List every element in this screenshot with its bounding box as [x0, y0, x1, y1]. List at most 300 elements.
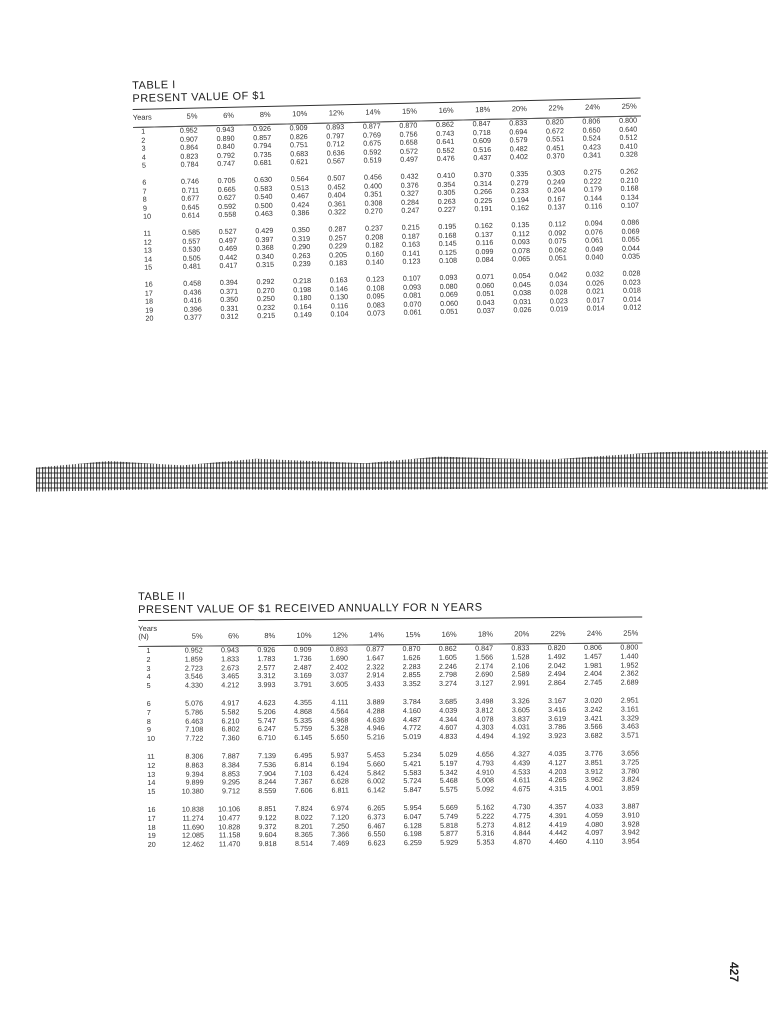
- value-cell: 2.673: [221, 662, 240, 673]
- value-cell: 0.820: [547, 643, 566, 653]
- value-cell: 0.263: [437, 196, 456, 206]
- year-cell: 3: [146, 663, 151, 673]
- value-cell: 0.361: [327, 198, 347, 209]
- value-cell: 5.724: [403, 776, 422, 786]
- value-cell: 0.551: [546, 134, 565, 144]
- value-cell: 0.943: [216, 124, 235, 135]
- value-cell: 4.110: [585, 836, 604, 847]
- value-cell: 0.609: [472, 136, 492, 146]
- value-cell: 0.180: [293, 293, 312, 303]
- value-cell: 0.250: [256, 293, 275, 304]
- value-cell: 3.416: [548, 704, 567, 714]
- value-cell: 4.675: [512, 784, 531, 794]
- value-cell: 4.160: [402, 705, 421, 715]
- table-1-title: PRESENT VALUE OF $1: [132, 89, 266, 105]
- value-cell: 0.423: [582, 142, 602, 152]
- value-cell: 0.060: [439, 298, 459, 308]
- value-cell: 9.295: [221, 777, 240, 787]
- value-cell: 0.123: [402, 256, 421, 267]
- value-cell: 0.123: [366, 274, 385, 284]
- value-cell: 3.433: [366, 679, 385, 689]
- value-cell: 0.862: [438, 643, 457, 653]
- value-cell: 0.675: [363, 138, 382, 148]
- table-1-label: TABLE I: [132, 79, 176, 92]
- value-cell: 0.394: [219, 277, 238, 287]
- value-cell: 0.284: [401, 197, 420, 207]
- year-cell: 2: [141, 135, 146, 145]
- value-cell: 0.952: [184, 645, 203, 655]
- value-cell: 3.912: [584, 766, 603, 776]
- value-cell: 3.910: [621, 810, 640, 820]
- value-cell: 0.579: [509, 135, 528, 145]
- value-cell: 0.094: [584, 218, 603, 228]
- value-cell: 0.952: [179, 125, 198, 135]
- value-cell: 5.453: [366, 750, 385, 760]
- value-cell: 9.394: [185, 769, 204, 779]
- value-cell: 5.669: [439, 802, 458, 812]
- value-cell: 3.923: [548, 731, 567, 741]
- value-cell: 0.130: [329, 292, 349, 302]
- value-cell: 0.116: [475, 237, 494, 248]
- value-cell: 0.400: [364, 180, 383, 191]
- value-cell: 0.482: [509, 143, 528, 154]
- value-cell: 0.833: [511, 643, 530, 653]
- value-cell: 0.429: [255, 225, 274, 236]
- value-cell: 0.060: [476, 280, 495, 290]
- value-cell: 1.981: [584, 660, 603, 670]
- rate-header: 5%: [170, 621, 206, 647]
- value-cell: 0.198: [293, 284, 312, 294]
- value-cell: 0.081: [403, 290, 422, 300]
- value-cell: 0.021: [586, 286, 605, 296]
- value-cell: 0.513: [290, 182, 310, 192]
- value-cell: 4.315: [548, 784, 567, 794]
- value-cell: 0.061: [584, 235, 604, 245]
- value-cell: 0.512: [619, 132, 638, 143]
- value-cell: 0.354: [437, 179, 456, 189]
- value-cell: 9.712: [221, 786, 241, 796]
- value-cell: 0.847: [472, 118, 491, 129]
- value-cell: 6.814: [294, 759, 313, 769]
- value-cell: 8.384: [221, 760, 240, 770]
- value-cell: 2.404: [584, 669, 603, 679]
- value-cell: 2.689: [620, 677, 639, 687]
- years-header: Years (N): [138, 621, 170, 647]
- value-cell: 0.162: [510, 203, 530, 213]
- value-cell: 6.811: [331, 785, 349, 795]
- value-cell: 0.262: [620, 166, 639, 176]
- value-cell: 0.070: [403, 299, 422, 309]
- value-cell: 0.107: [620, 200, 640, 211]
- value-cell: 3.962: [584, 775, 603, 785]
- value-cell: 0.627: [217, 192, 237, 203]
- rate-header: 8%: [243, 620, 279, 646]
- value-cell: 6.002: [367, 776, 386, 786]
- table-2-header-row: [138, 617, 642, 646]
- value-cell: 0.069: [621, 226, 640, 236]
- value-cell: 0.208: [365, 231, 384, 242]
- value-cell: 0.926: [257, 645, 276, 655]
- value-cell: 0.204: [547, 185, 566, 195]
- year-cell: 13: [147, 769, 156, 779]
- value-cell: 0.877: [366, 644, 385, 654]
- value-cell: 0.162: [474, 220, 493, 231]
- value-cell: 5.197: [439, 758, 458, 768]
- value-cell: 5.328: [330, 723, 349, 734]
- value-cell: 0.350: [291, 224, 310, 235]
- value-cell: 0.530: [182, 244, 201, 255]
- rate-header: 22%: [531, 100, 568, 118]
- value-cell: 6.142: [367, 785, 386, 795]
- value-cell: 4.033: [585, 801, 604, 811]
- rate-header: 10%: [279, 620, 315, 646]
- value-cell: 0.125: [438, 247, 457, 257]
- year-cell: 12: [143, 237, 152, 247]
- value-cell: 0.823: [180, 151, 199, 161]
- value-cell: 5.877: [440, 829, 459, 839]
- year-cell: 10: [146, 734, 156, 744]
- value-cell: 5.029: [439, 749, 458, 759]
- value-cell: 6.194: [330, 759, 349, 769]
- value-cell: 6.373: [367, 812, 386, 822]
- value-cell: 0.187: [401, 231, 420, 241]
- value-cell: 3.619: [548, 713, 567, 723]
- value-cell: 0.792: [216, 150, 236, 160]
- value-cell: 0.476: [436, 154, 455, 164]
- value-cell: 4.946: [366, 723, 385, 733]
- year-cell: 9: [142, 203, 148, 213]
- value-cell: 3.791: [293, 679, 312, 690]
- value-cell: 4.357: [548, 801, 567, 812]
- value-cell: 0.636: [326, 147, 345, 158]
- value-cell: 7.120: [331, 812, 350, 822]
- year-cell: 11: [147, 751, 155, 761]
- value-cell: 3.942: [621, 827, 640, 837]
- value-cell: 0.328: [619, 149, 638, 160]
- value-cell: 0.149: [293, 310, 312, 320]
- value-cell: 0.341: [583, 150, 602, 161]
- year-cell: 13: [143, 245, 152, 255]
- value-cell: 0.210: [620, 175, 639, 185]
- value-cell: 0.564: [290, 173, 309, 184]
- page-number: 427: [726, 961, 741, 983]
- value-cell: 4.035: [548, 748, 567, 759]
- value-cell: 3.656: [621, 748, 640, 758]
- value-cell: 0.182: [365, 240, 384, 250]
- value-cell: 0.402: [509, 152, 529, 162]
- rate-header: 15%: [388, 619, 424, 645]
- value-cell: 5.076: [185, 698, 204, 708]
- value-cell: 0.191: [474, 204, 493, 214]
- value-cell: 0.351: [364, 189, 383, 199]
- value-cell: 2.951: [620, 695, 639, 705]
- value-cell: 4.419: [548, 819, 567, 829]
- value-cell: 0.247: [401, 205, 420, 216]
- value-cell: 0.032: [585, 269, 604, 279]
- table-2-body: [138, 643, 643, 850]
- value-cell: 0.305: [437, 187, 456, 198]
- value-cell: 0.233: [510, 186, 529, 196]
- value-cell: 0.275: [583, 167, 602, 177]
- value-cell: 0.014: [586, 303, 605, 314]
- value-cell: 3.161: [620, 704, 639, 714]
- value-cell: 0.458: [183, 278, 202, 288]
- value-cell: 4.344: [439, 714, 458, 724]
- value-cell: 4.910: [475, 767, 494, 777]
- value-cell: 4.607: [439, 723, 458, 733]
- value-cell: 4.656: [475, 749, 494, 759]
- value-cell: 4.288: [366, 706, 385, 716]
- value-cell: 9.604: [258, 830, 277, 840]
- value-cell: 5.842: [367, 767, 386, 777]
- value-cell: 0.396: [183, 304, 202, 314]
- value-cell: 3.242: [584, 704, 603, 714]
- value-cell: 0.746: [180, 176, 200, 186]
- value-cell: 0.040: [585, 252, 604, 263]
- value-cell: 0.163: [401, 239, 421, 250]
- value-cell: 6.198: [403, 829, 422, 839]
- scan-artifact-band: [36, 450, 768, 494]
- value-cell: 0.926: [252, 123, 272, 134]
- value-cell: 0.735: [253, 149, 272, 160]
- value-cell: 3.566: [584, 722, 603, 732]
- year-cell: 19: [145, 305, 154, 315]
- value-cell: 0.042: [549, 270, 568, 280]
- value-cell: 0.319: [291, 233, 311, 243]
- value-cell: 0.315: [255, 260, 275, 270]
- year-cell: 20: [145, 313, 154, 324]
- value-cell: 0.524: [582, 133, 601, 143]
- value-cell: 1.783: [257, 653, 276, 663]
- value-cell: 4.487: [402, 714, 422, 724]
- value-cell: 2.322: [366, 661, 385, 672]
- value-cell: 7.360: [221, 733, 240, 743]
- value-cell: 9.899: [185, 777, 204, 788]
- value-cell: 0.437: [473, 153, 492, 163]
- value-cell: 5.019: [403, 732, 422, 742]
- value-cell: 10.106: [218, 804, 241, 814]
- year-cell: 18: [144, 296, 154, 306]
- value-cell: 5.954: [403, 802, 422, 813]
- value-cell: 5.234: [403, 749, 422, 760]
- value-cell: 3.498: [475, 696, 494, 706]
- value-cell: 2.494: [547, 669, 566, 679]
- value-cell: 0.116: [330, 300, 349, 311]
- value-cell: 0.195: [438, 221, 457, 232]
- value-cell: 2.589: [511, 669, 530, 679]
- value-cell: 0.086: [621, 217, 640, 227]
- value-cell: 4.327: [512, 749, 531, 759]
- year-cell: 8: [146, 716, 151, 726]
- value-cell: 4.730: [512, 802, 531, 812]
- value-cell: 0.583: [254, 183, 273, 193]
- value-cell: 0.069: [439, 289, 458, 300]
- value-cell: 0.145: [438, 238, 457, 249]
- value-cell: 11.274: [182, 813, 204, 823]
- year-cell: 1: [146, 645, 151, 655]
- year-cell: 14: [147, 778, 156, 788]
- value-cell: 2.577: [257, 662, 276, 672]
- value-cell: 0.257: [328, 232, 347, 243]
- year-cell: 7: [146, 707, 151, 717]
- value-cell: 5.929: [440, 837, 459, 848]
- value-cell: 1.457: [583, 651, 603, 661]
- value-cell: 5.937: [330, 750, 349, 760]
- rate-header: 10%: [274, 106, 311, 124]
- value-cell: 1.647: [366, 653, 385, 663]
- rate-header: 6%: [201, 108, 238, 126]
- value-cell: 4.623: [257, 698, 276, 708]
- value-cell: 6.265: [367, 803, 386, 813]
- value-cell: 4.533: [512, 766, 531, 776]
- value-cell: 2.246: [438, 661, 457, 671]
- rate-header: 18%: [457, 102, 494, 120]
- value-cell: 0.078: [511, 245, 531, 256]
- value-cell: 4.564: [330, 706, 349, 716]
- value-cell: 0.095: [366, 291, 385, 301]
- value-cell: 0.215: [401, 222, 420, 232]
- value-cell: 9.122: [258, 812, 277, 822]
- value-cell: 8.853: [221, 768, 240, 778]
- value-cell: 0.146: [329, 283, 348, 294]
- value-cell: 8.365: [294, 830, 313, 840]
- table-2-label: TABLE II: [138, 590, 186, 603]
- value-cell: 0.800: [620, 642, 639, 652]
- value-cell: 6.463: [185, 716, 204, 726]
- value-cell: 0.045: [512, 279, 531, 289]
- value-cell: 0.469: [218, 243, 238, 254]
- value-cell: 0.794: [253, 141, 272, 151]
- value-cell: 7.366: [331, 829, 350, 840]
- value-cell: 0.023: [622, 277, 641, 287]
- value-cell: 0.023: [549, 295, 568, 306]
- value-cell: 4.775: [512, 811, 531, 821]
- value-cell: 0.567: [326, 156, 346, 166]
- rate-header: 5%: [165, 108, 202, 126]
- value-cell: 3.859: [621, 783, 640, 793]
- value-cell: 0.340: [255, 251, 274, 261]
- value-cell: 0.314: [473, 178, 493, 188]
- value-cell: 3.993: [257, 680, 276, 690]
- value-cell: 3.169: [293, 671, 312, 681]
- rate-header: 16%: [421, 103, 458, 121]
- value-cell: 0.303: [546, 168, 566, 178]
- year-cell: 15: [147, 787, 156, 797]
- value-cell: 0.769: [362, 129, 382, 140]
- value-cell: 10.380: [181, 786, 204, 796]
- value-cell: 11.690: [182, 822, 204, 832]
- value-cell: 0.071: [475, 271, 495, 282]
- value-cell: 0.028: [622, 268, 641, 278]
- value-cell: 0.677: [181, 193, 200, 204]
- table-1-present-value: [132, 68, 645, 323]
- value-cell: 0.012: [623, 302, 642, 313]
- value-cell: 7.367: [294, 777, 313, 787]
- value-cell: 1.528: [511, 652, 530, 662]
- value-cell: 6.210: [221, 715, 240, 725]
- value-cell: 0.416: [183, 295, 202, 305]
- value-cell: 0.370: [546, 151, 565, 161]
- value-cell: 2.690: [475, 669, 494, 680]
- value-cell: 4.833: [439, 731, 458, 742]
- value-cell: 3.928: [621, 819, 640, 829]
- value-cell: 10.838: [181, 804, 204, 814]
- value-cell: 0.083: [366, 300, 385, 310]
- value-cell: 0.585: [181, 227, 201, 237]
- year-cell: 17: [147, 813, 156, 823]
- value-cell: 0.747: [217, 159, 236, 169]
- value-cell: 0.552: [436, 145, 455, 155]
- value-cell: 4.793: [475, 758, 494, 768]
- value-cell: 1.626: [402, 652, 421, 662]
- value-cell: 0.870: [402, 644, 421, 654]
- rate-header: 6%: [207, 620, 243, 646]
- value-cell: 3.887: [621, 801, 640, 811]
- value-cell: 0.840: [216, 141, 235, 152]
- value-cell: 0.481: [182, 261, 201, 272]
- value-cell: 0.215: [257, 311, 276, 321]
- year-cell: 1: [141, 126, 146, 136]
- value-cell: 0.099: [475, 246, 494, 256]
- value-cell: 0.308: [364, 198, 383, 208]
- value-cell: 0.943: [220, 645, 240, 655]
- value-cell: 4.639: [366, 714, 385, 724]
- value-cell: 0.424: [291, 199, 310, 210]
- value-cell: 0.432: [400, 171, 419, 181]
- value-cell: 8.306: [185, 751, 204, 761]
- value-cell: 0.116: [584, 201, 603, 212]
- value-cell: 4.039: [439, 705, 458, 715]
- value-cell: 0.026: [585, 277, 605, 288]
- year-cell: 9: [146, 725, 152, 735]
- value-cell: 8.559: [258, 786, 277, 796]
- year-cell: 6: [146, 698, 151, 708]
- year-cell: 10: [143, 211, 152, 222]
- value-cell: 0.107: [402, 273, 421, 283]
- value-cell: 11.470: [218, 839, 241, 849]
- value-cell: 4.001: [584, 783, 603, 794]
- value-cell: 0.141: [402, 248, 421, 258]
- value-cell: 0.092: [548, 227, 567, 238]
- value-cell: 3.127: [475, 678, 494, 688]
- year-cell: 14: [143, 254, 153, 264]
- value-cell: 0.270: [364, 206, 383, 217]
- value-cell: 0.614: [181, 210, 200, 221]
- value-cell: 5.342: [439, 767, 458, 777]
- value-cell: 1.690: [329, 653, 348, 663]
- value-cell: 0.080: [439, 281, 458, 291]
- value-cell: 0.322: [327, 207, 347, 217]
- value-cell: 2.362: [620, 668, 639, 679]
- value-cell: 5.468: [439, 776, 458, 786]
- value-cell: 3.037: [330, 670, 349, 681]
- value-cell: 6.710: [257, 733, 276, 743]
- value-cell: 5.583: [403, 767, 422, 777]
- value-cell: 4.494: [475, 731, 494, 741]
- value-cell: 0.061: [403, 307, 422, 318]
- value-cell: 0.227: [437, 205, 456, 215]
- value-cell: 7.722: [185, 733, 204, 743]
- value-cell: 2.914: [366, 670, 385, 680]
- value-cell: 0.452: [327, 181, 346, 192]
- value-cell: 0.017: [586, 295, 605, 305]
- value-cell: 0.368: [255, 242, 274, 253]
- value-cell: 0.456: [363, 172, 383, 182]
- rate-header: 18%: [461, 618, 497, 644]
- value-cell: 5.206: [257, 706, 276, 716]
- value-cell: 0.331: [220, 303, 239, 313]
- value-cell: 7.108: [185, 724, 204, 735]
